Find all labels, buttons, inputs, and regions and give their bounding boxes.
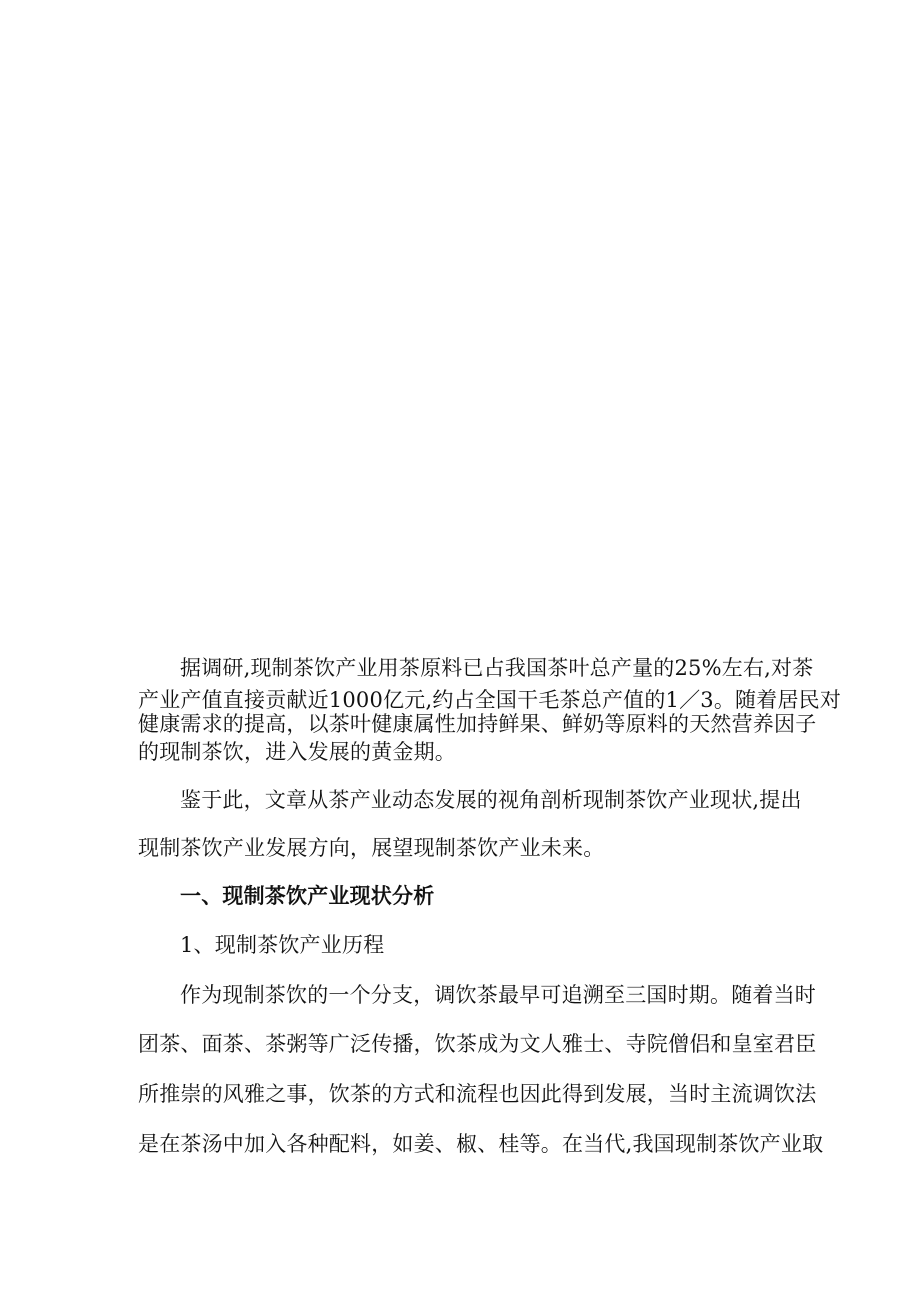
paragraph-3-line-1: 作为现制茶饮的一个分支，调饮茶最早可追溯至三国时期。随着当时 <box>180 983 816 1007</box>
section-heading: 一、现制茶饮产业现状分析 <box>180 883 435 908</box>
paragraph-2-line-1: 鉴于此，文章从茶产业动态发展的视角剖析现制茶饮产业现状,提出 <box>180 788 802 812</box>
paragraph-1-line-4: 的现制茶饮，进入发展的黄金期。 <box>138 740 456 764</box>
paragraph-1-line-2: 产业产值直接贡献近1000亿元,约占全国干毛茶总产值的1／3。随着居民对 <box>138 688 842 712</box>
paragraph-3-line-3: 所推崇的风雅之事，饮茶的方式和流程也因此得到发展，当时主流调饮法 <box>138 1082 817 1106</box>
paragraph-3-line-4: 是在茶汤中加入各种配料，如姜、椒、桂等。在当代,我国现制茶饮产业取 <box>138 1132 824 1156</box>
paragraph-1-line-1: 据调研,现制茶饮产业用茶原料已占我国茶叶总产量的25%左右,对茶 <box>180 656 814 680</box>
paragraph-3-line-2: 团茶、面茶、茶粥等广泛传播，饮茶成为文人雅士、寺院僧侣和皇室君臣 <box>138 1032 817 1056</box>
paragraph-2-line-2: 现制茶饮产业发展方向，展望现制茶饮产业未来。 <box>138 836 605 860</box>
paragraph-1-line-3: 健康需求的提高，以茶叶健康属性加持鲜果、鲜奶等原料的天然营养因子 <box>138 712 817 736</box>
subsection-heading: 1、现制茶饮产业历程 <box>180 933 385 957</box>
